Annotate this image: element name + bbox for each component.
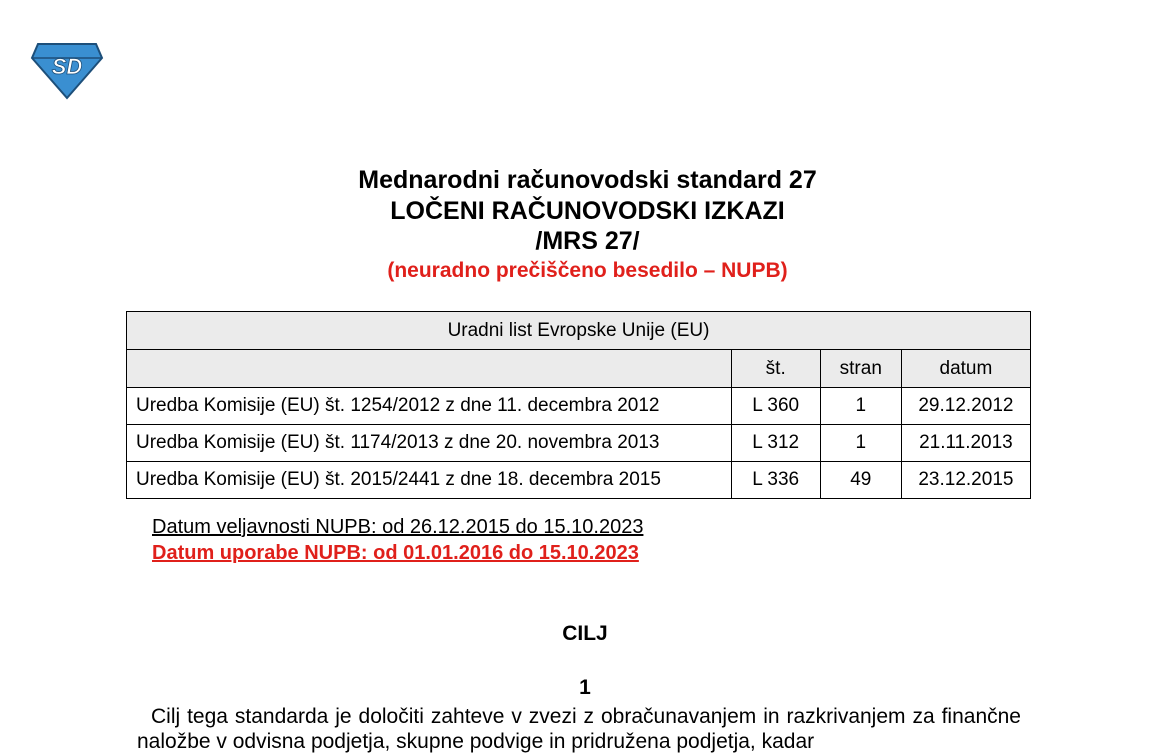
document-code: /MRS 27/ [535, 227, 640, 255]
table-cell-datum: 21.11.2013 [901, 425, 1030, 462]
table-cell-act: Uredba Komisije (EU) št. 1254/2012 z dne 11. decembra 2012 [127, 388, 732, 425]
table-cell-stran: 1 [820, 425, 901, 462]
table-cell-st: L 312 [731, 425, 820, 462]
logo-text: SD [51, 54, 83, 79]
table-cell-act: Uredba Komisije (EU) št. 2015/2441 z dne 18. decembra 2015 [127, 462, 732, 499]
paragraph-number: 1 [579, 676, 591, 699]
table-cell-st: L 336 [731, 462, 820, 499]
validity-date: Datum veljavnosti NUPB: od 26.12.2015 do 15.10.2023 [152, 516, 644, 538]
table-header-st: št. [731, 350, 820, 388]
paragraph-line: Cilj tega standarda je določiti zahteve v zvezi z obračunavanjem in razkrivanjem za [151, 705, 935, 728]
table-header-datum: datum [901, 350, 1030, 388]
paragraph-line: finančne naložbe v odvisna podjetja, skupne podvige in pridružena podjetja, kadar [137, 705, 1021, 753]
regulation-table [126, 311, 1031, 499]
table-header-stran: stran [820, 350, 901, 388]
table-cell-stran: 49 [820, 462, 901, 499]
table-row [127, 462, 1031, 499]
document-note: (neuradno prečiščeno besedilo – NUPB) [387, 259, 788, 282]
table-cell-datum: 23.12.2015 [901, 462, 1030, 499]
table-cell-stran: 1 [820, 388, 901, 425]
table-row [127, 388, 1031, 425]
table-header-act [127, 350, 732, 388]
table-caption: Uradni list Evropske Unije (EU) [127, 312, 1031, 350]
table-cell-datum: 29.12.2012 [901, 388, 1030, 425]
sd-diamond-logo-icon [30, 40, 104, 100]
table-cell-act: Uredba Komisije (EU) št. 1174/2013 z dne 20. novembra 2013 [127, 425, 732, 462]
document-title: Mednarodni računovodski standard 27 [358, 166, 817, 194]
section-heading: CILJ [562, 622, 608, 645]
table-row [127, 425, 1031, 462]
table-cell-st: L 360 [731, 388, 820, 425]
paragraph-text [137, 704, 1021, 754]
application-date: Datum uporabe NUPB: od 01.01.2016 do 15.10.2023 [152, 542, 639, 564]
document-subtitle: LOČENI RAČUNOVODSKI IZKAZI [390, 197, 785, 225]
